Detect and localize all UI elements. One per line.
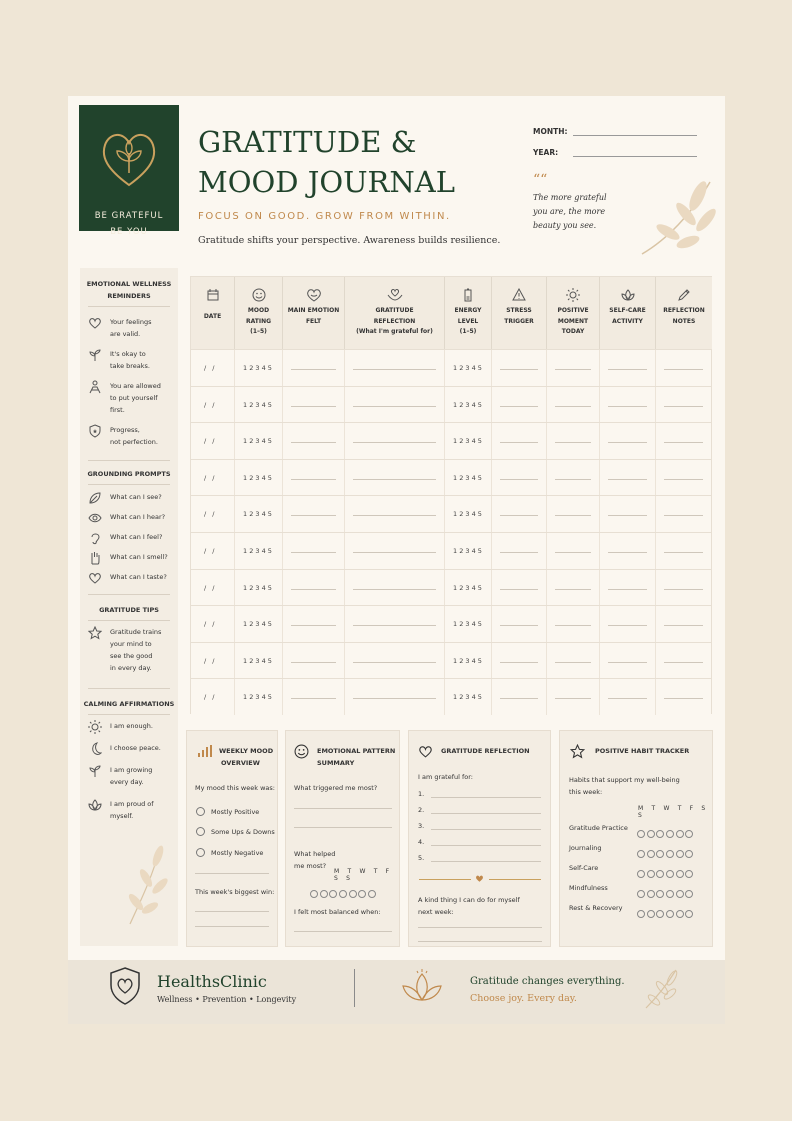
energy-level-cell[interactable]: 1 2 3 4 5 bbox=[445, 643, 492, 679]
smile-icon bbox=[294, 744, 309, 759]
entry-cell[interactable] bbox=[547, 570, 600, 606]
table-row bbox=[191, 605, 711, 642]
habit-day-circles bbox=[637, 843, 695, 862]
habit-tracker-card bbox=[559, 730, 713, 947]
habit-day-circle[interactable] bbox=[666, 890, 674, 898]
entry-cell[interactable] bbox=[600, 606, 656, 642]
bar-chart-icon bbox=[197, 743, 213, 759]
entry-cell[interactable] bbox=[600, 570, 656, 606]
entry-cell[interactable] bbox=[492, 570, 547, 606]
sun-icon bbox=[566, 288, 580, 302]
table-row bbox=[191, 569, 711, 606]
habit-label: Mindfulness bbox=[569, 884, 608, 892]
entry-cell[interactable] bbox=[283, 496, 345, 532]
energy-level-cell[interactable]: 1 2 3 4 5 bbox=[445, 387, 492, 423]
entry-cell[interactable] bbox=[547, 423, 600, 459]
brand-name: HealthsClinic bbox=[157, 972, 267, 991]
weekly-mood-title: WEEKLY MOOD OVERVIEW bbox=[219, 747, 274, 767]
habit-day-circle[interactable] bbox=[656, 870, 664, 878]
entry-cell[interactable] bbox=[547, 643, 600, 679]
footer-quote-1: Gratitude changes everything. bbox=[470, 976, 625, 987]
biggest-win-line[interactable] bbox=[195, 911, 269, 912]
month-label: MONTH: bbox=[533, 127, 568, 136]
table-row bbox=[191, 642, 711, 679]
entry-cell[interactable] bbox=[600, 533, 656, 569]
habit-day-circle[interactable] bbox=[637, 890, 645, 898]
warning-icon bbox=[512, 288, 526, 302]
entry-cell[interactable] bbox=[656, 496, 711, 532]
radio-mostly-positive[interactable] bbox=[196, 807, 205, 816]
reminder-item: It's okay to take breaks. bbox=[88, 348, 178, 372]
table-row bbox=[191, 422, 711, 459]
entry-cell[interactable] bbox=[547, 350, 600, 386]
entry-cell[interactable] bbox=[492, 387, 547, 423]
entry-cell[interactable] bbox=[600, 679, 656, 715]
pattern-question-1: What triggered me most? bbox=[294, 784, 378, 792]
mood-rating-cell[interactable]: 1 2 3 4 5 bbox=[235, 533, 283, 569]
column-header-notes: REFLECTION NOTES bbox=[656, 277, 712, 349]
entry-cell[interactable] bbox=[600, 643, 656, 679]
date-cell[interactable]: / / bbox=[191, 679, 235, 715]
heart-icon bbox=[88, 316, 102, 330]
star-icon bbox=[88, 626, 102, 640]
habit-day-circles bbox=[637, 863, 695, 882]
mood-rating-cell[interactable]: 1 2 3 4 5 bbox=[235, 496, 283, 532]
title-line-1: GRATITUDE & bbox=[198, 125, 417, 159]
emotion-icon bbox=[306, 288, 322, 302]
grounding-item: What can I see? bbox=[88, 491, 178, 503]
tips-title: GRATITUDE TIPS bbox=[99, 606, 159, 614]
entry-cell[interactable] bbox=[547, 460, 600, 496]
gratitude-title: GRATITUDE REFLECTION bbox=[441, 747, 530, 755]
day-circle[interactable] bbox=[329, 890, 337, 898]
tip-item: Gratitude trains your mind to see the good in every day. bbox=[88, 626, 178, 674]
badge-line-2: BE YOU bbox=[110, 227, 148, 237]
entry-cell[interactable] bbox=[492, 350, 547, 386]
date-cell[interactable]: / / bbox=[191, 350, 235, 386]
star-icon bbox=[570, 744, 585, 759]
habit-day-circle[interactable] bbox=[676, 870, 684, 878]
pattern-day-circles bbox=[310, 883, 378, 902]
emotional-pattern-card bbox=[285, 730, 400, 947]
energy-level-cell[interactable]: 1 2 3 4 5 bbox=[445, 423, 492, 459]
gratitude-number: 4. bbox=[418, 838, 425, 846]
gratitude-number: 2. bbox=[418, 806, 425, 814]
entry-cell[interactable] bbox=[547, 606, 600, 642]
table-row bbox=[191, 678, 711, 715]
sidebar bbox=[80, 268, 178, 946]
shield-heart-icon bbox=[108, 966, 142, 1006]
entry-cell[interactable] bbox=[345, 387, 445, 423]
entry-cell[interactable] bbox=[283, 423, 345, 459]
battery-icon bbox=[461, 288, 475, 302]
entry-cell[interactable] bbox=[283, 533, 345, 569]
day-circle[interactable] bbox=[310, 890, 318, 898]
entry-cell[interactable] bbox=[345, 570, 445, 606]
habit-day-circle[interactable] bbox=[666, 870, 674, 878]
habit-day-circle[interactable] bbox=[676, 830, 684, 838]
mood-rating-cell[interactable]: 1 2 3 4 5 bbox=[235, 606, 283, 642]
sprout-icon bbox=[88, 764, 102, 778]
heart-icon bbox=[475, 874, 484, 883]
habit-label: Gratitude Practice bbox=[569, 824, 628, 832]
habit-day-circle[interactable] bbox=[647, 830, 655, 838]
table-row bbox=[191, 495, 711, 532]
entry-cell[interactable] bbox=[345, 496, 445, 532]
energy-level-cell[interactable]: 1 2 3 4 5 bbox=[445, 606, 492, 642]
biggest-win-line[interactable] bbox=[195, 926, 269, 927]
grateful-for-label: I am grateful for: bbox=[418, 773, 473, 781]
entry-cell[interactable] bbox=[600, 387, 656, 423]
habit-day-circle[interactable] bbox=[647, 850, 655, 858]
habit-day-circle[interactable] bbox=[637, 910, 645, 918]
weekly-mood-card bbox=[186, 730, 278, 947]
gratitude-reflection-card bbox=[408, 730, 551, 947]
affirmation-item: I am growing every day. bbox=[88, 764, 178, 788]
option-label: Mostly Positive bbox=[211, 808, 260, 816]
entry-cell[interactable] bbox=[283, 606, 345, 642]
gratitude-line[interactable] bbox=[431, 813, 541, 814]
habit-day-circle[interactable] bbox=[685, 850, 693, 858]
reminders-title: EMOTIONAL WELLNESS REMINDERS bbox=[86, 280, 172, 300]
entry-cell[interactable] bbox=[345, 679, 445, 715]
table-row bbox=[191, 349, 711, 386]
day-circle[interactable] bbox=[368, 890, 376, 898]
column-header-positive: POSITIVE MOMENT TODAY bbox=[547, 277, 600, 349]
divider bbox=[419, 879, 471, 880]
habit-label: Journaling bbox=[569, 844, 602, 852]
entry-cell[interactable] bbox=[345, 460, 445, 496]
affirmation-item: I am proud of myself. bbox=[88, 798, 178, 822]
reminder-item: Progress, not perfection. bbox=[88, 424, 178, 448]
grounding-item: What can I taste? bbox=[88, 571, 178, 583]
entry-cell[interactable] bbox=[492, 423, 547, 459]
date-cell[interactable]: / / bbox=[191, 606, 235, 642]
affirmation-item: I am enough. bbox=[88, 720, 178, 732]
entry-cell[interactable] bbox=[656, 606, 711, 642]
column-header-stress: STRESS TRIGGER bbox=[492, 277, 547, 349]
habit-intro: Habits that support my well-being this week: bbox=[569, 776, 680, 796]
habit-day-circle[interactable] bbox=[685, 830, 693, 838]
entry-cell[interactable] bbox=[600, 496, 656, 532]
gratitude-number: 5. bbox=[418, 854, 425, 862]
entry-cell[interactable] bbox=[492, 643, 547, 679]
gratitude-line[interactable] bbox=[431, 829, 541, 830]
energy-level-cell[interactable]: 1 2 3 4 5 bbox=[445, 460, 492, 496]
divider bbox=[195, 873, 269, 874]
calendar-icon bbox=[206, 288, 220, 302]
grounding-item: What can I hear? bbox=[88, 511, 178, 523]
entry-cell[interactable] bbox=[656, 460, 711, 496]
habit-day-circles bbox=[637, 903, 695, 922]
leaf-branch-decoration bbox=[636, 174, 720, 264]
leaf-icon bbox=[88, 491, 102, 505]
habit-day-circle[interactable] bbox=[647, 870, 655, 878]
entry-cell[interactable] bbox=[492, 460, 547, 496]
answer-line[interactable] bbox=[418, 941, 542, 942]
day-circle[interactable] bbox=[358, 890, 366, 898]
pattern-question-3: I felt most balanced when: bbox=[294, 908, 381, 916]
column-header-energy: ENERGY LEVEL (1–5) bbox=[445, 277, 492, 349]
hand-icon bbox=[88, 551, 102, 565]
energy-level-cell[interactable]: 1 2 3 4 5 bbox=[445, 533, 492, 569]
entry-cell[interactable] bbox=[656, 570, 711, 606]
badge-line-1: BE GRATEFUL bbox=[94, 211, 164, 221]
option-label: Mostly Negative bbox=[211, 849, 264, 857]
gratitude-line[interactable] bbox=[431, 797, 541, 798]
year-label: YEAR: bbox=[533, 148, 559, 157]
mood-rating-cell[interactable]: 1 2 3 4 5 bbox=[235, 387, 283, 423]
radio-some-ups-downs[interactable] bbox=[196, 827, 205, 836]
table-row bbox=[191, 386, 711, 423]
month-field[interactable] bbox=[533, 127, 568, 136]
footer-divider bbox=[354, 969, 355, 1007]
mood-rating-cell[interactable]: 1 2 3 4 5 bbox=[235, 679, 283, 715]
table-row bbox=[191, 459, 711, 496]
sprout-icon bbox=[88, 348, 102, 362]
day-circle[interactable] bbox=[349, 890, 357, 898]
energy-level-cell[interactable]: 1 2 3 4 5 bbox=[445, 350, 492, 386]
habit-day-circle[interactable] bbox=[666, 850, 674, 858]
quote-mark: ““ bbox=[533, 172, 548, 188]
habit-day-circle[interactable] bbox=[656, 850, 664, 858]
title-line-2: MOOD JOURNAL bbox=[198, 165, 455, 199]
entry-cell[interactable] bbox=[283, 387, 345, 423]
lotus-icon bbox=[621, 288, 635, 302]
answer-line[interactable] bbox=[294, 931, 392, 932]
entry-cell[interactable] bbox=[547, 387, 600, 423]
answer-line[interactable] bbox=[294, 827, 392, 828]
column-header-selfcare: SELF-CARE ACTIVITY bbox=[600, 277, 656, 349]
lotus-icon bbox=[400, 968, 444, 1006]
gratitude-line[interactable] bbox=[431, 845, 541, 846]
column-header-emotion: MAIN EMOTION FELT bbox=[283, 277, 345, 349]
entry-cell[interactable] bbox=[492, 533, 547, 569]
habit-day-circle[interactable] bbox=[685, 890, 693, 898]
grounding-title: GROUNDING PROMPTS bbox=[87, 470, 171, 478]
habit-day-circle[interactable] bbox=[685, 870, 693, 878]
footer bbox=[68, 960, 725, 1024]
habit-day-circle[interactable] bbox=[676, 890, 684, 898]
gratitude-number: 3. bbox=[418, 822, 425, 830]
column-header-gratitude: GRATITUDE REFLECTION (What I'm grateful for) bbox=[345, 277, 445, 349]
entry-cell[interactable] bbox=[600, 423, 656, 459]
entry-cell[interactable] bbox=[492, 679, 547, 715]
day-circle[interactable] bbox=[320, 890, 328, 898]
option-label: Some Ups & Downs bbox=[211, 828, 275, 836]
weekday-letters: M T W T F S S bbox=[334, 868, 393, 882]
brand-tagline: Wellness • Prevention • Longevity bbox=[157, 995, 297, 1004]
pencil-icon bbox=[677, 288, 691, 302]
date-cell[interactable]: / / bbox=[191, 460, 235, 496]
entry-cell[interactable] bbox=[656, 350, 711, 386]
self-care-icon bbox=[88, 380, 102, 394]
pattern-title: EMOTIONAL PATTERN SUMMARY bbox=[317, 747, 396, 767]
grounding-item: What can I feel? bbox=[88, 531, 178, 543]
gratitude-line[interactable] bbox=[431, 861, 541, 862]
biggest-win-label: This week's biggest win: bbox=[195, 888, 275, 896]
habit-day-circles bbox=[637, 883, 695, 902]
entry-cell[interactable] bbox=[283, 570, 345, 606]
answer-line[interactable] bbox=[294, 808, 392, 809]
gratitude-number: 1. bbox=[418, 790, 425, 798]
column-header-mood: MOOD RATING (1–5) bbox=[235, 277, 283, 349]
entry-cell[interactable] bbox=[283, 679, 345, 715]
footer-quote-2: Choose joy. Every day. bbox=[470, 993, 577, 1004]
daily-tracker-table bbox=[190, 276, 712, 714]
date-cell[interactable]: / / bbox=[191, 643, 235, 679]
header-quote: The more grateful you are, the more beauty you see. bbox=[533, 193, 607, 230]
be-grateful-badge bbox=[79, 105, 179, 237]
habit-day-circle[interactable] bbox=[685, 910, 693, 918]
entry-cell[interactable] bbox=[656, 387, 711, 423]
habit-tracker-title: POSITIVE HABIT TRACKER bbox=[595, 747, 690, 755]
date-cell[interactable]: / / bbox=[191, 496, 235, 532]
habit-day-circle[interactable] bbox=[656, 890, 664, 898]
mood-rating-cell[interactable]: 1 2 3 4 5 bbox=[235, 423, 283, 459]
weekday-letters: M T W T F S S bbox=[638, 805, 709, 819]
radio-mostly-negative[interactable] bbox=[196, 848, 205, 857]
date-cell[interactable]: / / bbox=[191, 423, 235, 459]
column-header-date: DATE bbox=[191, 277, 235, 349]
pattern-question-2: What helped me most? bbox=[294, 850, 336, 870]
habit-day-circle[interactable] bbox=[656, 910, 664, 918]
entry-cell[interactable] bbox=[547, 679, 600, 715]
entry-cell[interactable] bbox=[656, 679, 711, 715]
energy-level-cell[interactable]: 1 2 3 4 5 bbox=[445, 679, 492, 715]
reminder-item: You are allowed to put yourself first. bbox=[88, 380, 178, 416]
habit-day-circle[interactable] bbox=[637, 830, 645, 838]
entry-cell[interactable] bbox=[345, 533, 445, 569]
habit-day-circle[interactable] bbox=[647, 910, 655, 918]
ear-icon bbox=[88, 531, 102, 545]
moon-icon bbox=[88, 742, 102, 756]
habit-day-circle[interactable] bbox=[666, 910, 674, 918]
subline: Gratitude shifts your perspective. Awareness builds resilience. bbox=[198, 235, 501, 246]
reminder-item: Your feelings are valid. bbox=[88, 316, 178, 340]
entry-cell[interactable] bbox=[345, 423, 445, 459]
eye-icon bbox=[88, 511, 102, 525]
kind-thing-label: A kind thing I can do for myself next week: bbox=[418, 896, 520, 916]
date-cell[interactable]: / / bbox=[191, 387, 235, 423]
date-cell[interactable]: / / bbox=[191, 570, 235, 606]
habit-day-circle[interactable] bbox=[637, 850, 645, 858]
year-field[interactable] bbox=[533, 148, 558, 157]
tagline: FOCUS ON GOOD. GROW FROM WITHIN. bbox=[198, 211, 451, 222]
entry-cell[interactable] bbox=[492, 496, 547, 532]
entry-cell[interactable] bbox=[656, 423, 711, 459]
entry-cell[interactable] bbox=[600, 460, 656, 496]
habit-label: Rest & Recovery bbox=[569, 904, 623, 912]
leaf-branch-decoration bbox=[642, 966, 682, 1012]
entry-cell[interactable] bbox=[345, 606, 445, 642]
grounding-item: What can I smell? bbox=[88, 551, 178, 563]
day-circle[interactable] bbox=[339, 890, 347, 898]
affirmations-title: CALMING AFFIRMATIONS bbox=[83, 700, 175, 708]
entry-cell[interactable] bbox=[656, 643, 711, 679]
heart-hands-icon bbox=[387, 288, 403, 302]
habit-label: Self-Care bbox=[569, 864, 599, 872]
habit-day-circle[interactable] bbox=[647, 890, 655, 898]
entry-cell[interactable] bbox=[283, 350, 345, 386]
mood-rating-cell[interactable]: 1 2 3 4 5 bbox=[235, 643, 283, 679]
heart-plant-icon bbox=[99, 125, 159, 195]
habit-day-circle[interactable] bbox=[676, 910, 684, 918]
divider bbox=[489, 879, 541, 880]
entry-cell[interactable] bbox=[345, 643, 445, 679]
heart-icon bbox=[88, 571, 102, 585]
smile-icon bbox=[252, 288, 266, 302]
habit-day-circle[interactable] bbox=[637, 870, 645, 878]
entry-cell[interactable] bbox=[547, 533, 600, 569]
affirmation-item: I choose peace. bbox=[88, 742, 178, 754]
entry-cell[interactable] bbox=[656, 533, 711, 569]
habit-day-circle[interactable] bbox=[666, 830, 674, 838]
energy-level-cell[interactable]: 1 2 3 4 5 bbox=[445, 496, 492, 532]
mood-rating-cell[interactable]: 1 2 3 4 5 bbox=[235, 460, 283, 496]
weekly-mood-prompt: My mood this week was: bbox=[195, 784, 275, 792]
mood-rating-cell[interactable]: 1 2 3 4 5 bbox=[235, 350, 283, 386]
entry-cell[interactable] bbox=[283, 460, 345, 496]
answer-line[interactable] bbox=[418, 927, 542, 928]
entry-cell[interactable] bbox=[547, 496, 600, 532]
sun-icon bbox=[88, 720, 102, 734]
shield-icon bbox=[88, 424, 102, 438]
entry-cell[interactable] bbox=[492, 606, 547, 642]
leaf-branch-decoration bbox=[124, 842, 170, 928]
energy-level-cell[interactable]: 1 2 3 4 5 bbox=[445, 570, 492, 606]
entry-cell[interactable] bbox=[600, 350, 656, 386]
heart-icon bbox=[418, 744, 433, 759]
habit-day-circle[interactable] bbox=[676, 850, 684, 858]
date-cell[interactable]: / / bbox=[191, 533, 235, 569]
page-title bbox=[198, 122, 455, 202]
mood-rating-cell[interactable]: 1 2 3 4 5 bbox=[235, 570, 283, 606]
table-row bbox=[191, 532, 711, 569]
entry-cell[interactable] bbox=[283, 643, 345, 679]
lotus-icon bbox=[88, 798, 102, 812]
entry-cell[interactable] bbox=[345, 350, 445, 386]
habit-day-circles bbox=[637, 823, 695, 842]
habit-day-circle[interactable] bbox=[656, 830, 664, 838]
